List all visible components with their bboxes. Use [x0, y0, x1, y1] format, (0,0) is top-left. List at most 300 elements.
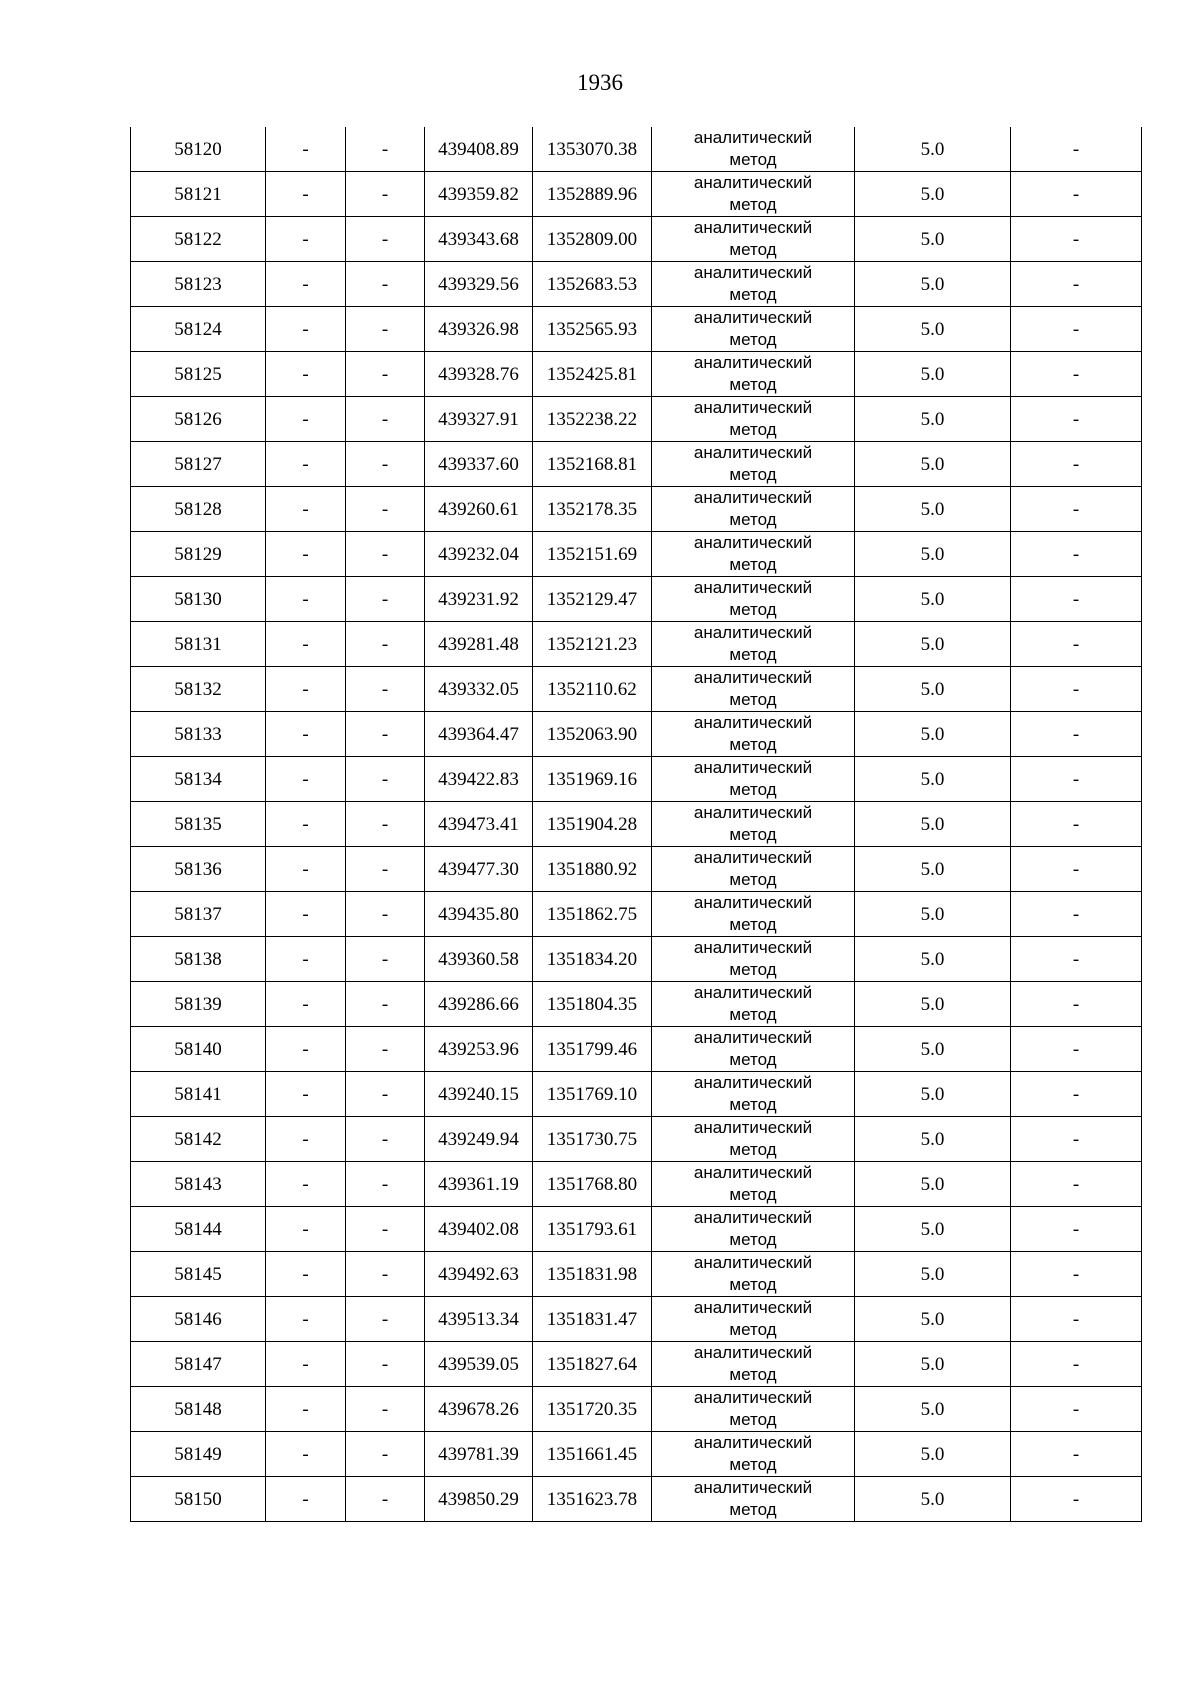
table-row [131, 532, 1142, 577]
point-number-cell: 58144 [131, 1207, 266, 1252]
column-3-cell: - [346, 1207, 425, 1252]
column-2-cell: - [266, 1387, 346, 1432]
method-line-1: аналитический [693, 848, 813, 867]
column-3-cell: - [346, 1477, 425, 1522]
column-8-cell: - [1011, 622, 1142, 667]
column-8-cell: - [1011, 1117, 1142, 1162]
table-row [131, 1297, 1142, 1342]
method-cell [652, 1072, 855, 1117]
x-coordinate-cell: 439337.60 [425, 442, 533, 487]
column-8-cell: - [1011, 667, 1142, 712]
column-2-cell: - [266, 1162, 346, 1207]
method-cell [652, 892, 855, 937]
table-row [131, 577, 1142, 622]
y-coordinate-cell: 1351880.92 [533, 847, 652, 892]
accuracy-cell: 5.0 [855, 217, 1011, 262]
method-line-1: аналитический [693, 893, 813, 912]
y-coordinate-cell: 1352168.81 [533, 442, 652, 487]
method-line-2: метод [729, 150, 777, 169]
x-coordinate-cell: 439850.29 [425, 1477, 533, 1522]
y-coordinate-cell: 1352683.53 [533, 262, 652, 307]
table-row [131, 1432, 1142, 1477]
column-3-cell: - [346, 802, 425, 847]
method-line-2: метод [729, 735, 777, 754]
method-line-2: метод [729, 1230, 777, 1249]
point-number-cell: 58140 [131, 1027, 266, 1072]
x-coordinate-cell: 439360.58 [425, 937, 533, 982]
x-coordinate-cell: 439473.41 [425, 802, 533, 847]
y-coordinate-cell: 1351904.28 [533, 802, 652, 847]
column-8-cell: - [1011, 307, 1142, 352]
point-number-cell: 58131 [131, 622, 266, 667]
method-cell [652, 802, 855, 847]
column-3-cell: - [346, 1432, 425, 1477]
column-2-cell: - [266, 172, 346, 217]
column-2-cell: - [266, 757, 346, 802]
table-row [131, 397, 1142, 442]
method-line-1: аналитический [693, 983, 813, 1002]
method-cell [652, 577, 855, 622]
column-8-cell: - [1011, 127, 1142, 172]
method-cell [652, 352, 855, 397]
table-row [131, 1162, 1142, 1207]
column-8-cell: - [1011, 262, 1142, 307]
column-8-cell: - [1011, 217, 1142, 262]
page-number: 1936 [577, 70, 623, 95]
column-2-cell: - [266, 1072, 346, 1117]
method-line-1: аналитический [693, 488, 813, 507]
column-8-cell: - [1011, 1387, 1142, 1432]
column-3-cell: - [346, 1297, 425, 1342]
x-coordinate-cell: 439408.89 [425, 127, 533, 172]
accuracy-cell: 5.0 [855, 892, 1011, 937]
column-2-cell: - [266, 712, 346, 757]
point-number-cell: 58138 [131, 937, 266, 982]
column-8-cell: - [1011, 487, 1142, 532]
column-8-cell: - [1011, 712, 1142, 757]
column-2-cell: - [266, 1297, 346, 1342]
accuracy-cell: 5.0 [855, 262, 1011, 307]
point-number-cell: 58148 [131, 1387, 266, 1432]
x-coordinate-cell: 439332.05 [425, 667, 533, 712]
column-8-cell: - [1011, 847, 1142, 892]
column-8-cell: - [1011, 1027, 1142, 1072]
method-line-1: аналитический [693, 623, 813, 642]
method-cell [652, 1432, 855, 1477]
method-line-1: аналитический [693, 443, 813, 462]
method-cell [652, 937, 855, 982]
method-line-2: метод [729, 1320, 777, 1339]
column-8-cell: - [1011, 1342, 1142, 1387]
method-line-1: аналитический [693, 263, 813, 282]
point-number-cell: 58124 [131, 307, 266, 352]
column-8-cell: - [1011, 982, 1142, 1027]
column-3-cell: - [346, 712, 425, 757]
table-row [131, 802, 1142, 847]
accuracy-cell: 5.0 [855, 1252, 1011, 1297]
column-8-cell: - [1011, 937, 1142, 982]
y-coordinate-cell: 1352121.23 [533, 622, 652, 667]
column-3-cell: - [346, 1027, 425, 1072]
method-line-2: метод [729, 1410, 777, 1429]
column-3-cell: - [346, 622, 425, 667]
column-3-cell: - [346, 352, 425, 397]
column-2-cell: - [266, 487, 346, 532]
x-coordinate-cell: 439364.47 [425, 712, 533, 757]
method-cell [652, 622, 855, 667]
accuracy-cell: 5.0 [855, 172, 1011, 217]
x-coordinate-cell: 439329.56 [425, 262, 533, 307]
method-line-2: метод [729, 915, 777, 934]
x-coordinate-cell: 439253.96 [425, 1027, 533, 1072]
method-line-1: аналитический [693, 1073, 813, 1092]
x-coordinate-cell: 439422.83 [425, 757, 533, 802]
x-coordinate-cell: 439232.04 [425, 532, 533, 577]
column-2-cell: - [266, 442, 346, 487]
point-number-cell: 58121 [131, 172, 266, 217]
method-cell [652, 442, 855, 487]
x-coordinate-cell: 439343.68 [425, 217, 533, 262]
x-coordinate-cell: 439402.08 [425, 1207, 533, 1252]
column-2-cell: - [266, 217, 346, 262]
method-cell [652, 847, 855, 892]
column-2-cell: - [266, 1117, 346, 1162]
table-row [131, 1387, 1142, 1432]
y-coordinate-cell: 1351793.61 [533, 1207, 652, 1252]
point-number-cell: 58137 [131, 892, 266, 937]
x-coordinate-cell: 439435.80 [425, 892, 533, 937]
method-line-1: аналитический [693, 398, 813, 417]
column-8-cell: - [1011, 1072, 1142, 1117]
method-cell [652, 1117, 855, 1162]
column-2-cell: - [266, 127, 346, 172]
accuracy-cell: 5.0 [855, 937, 1011, 982]
point-number-cell: 58123 [131, 262, 266, 307]
method-cell [652, 1297, 855, 1342]
column-2-cell: - [266, 397, 346, 442]
method-line-1: аналитический [693, 578, 813, 597]
column-8-cell: - [1011, 892, 1142, 937]
method-line-1: аналитический [693, 173, 813, 192]
y-coordinate-cell: 1352129.47 [533, 577, 652, 622]
accuracy-cell: 5.0 [855, 307, 1011, 352]
table-row [131, 1072, 1142, 1117]
table-row [131, 622, 1142, 667]
point-number-cell: 58147 [131, 1342, 266, 1387]
accuracy-cell: 5.0 [855, 487, 1011, 532]
method-line-1: аналитический [693, 758, 813, 777]
table-row [131, 667, 1142, 712]
method-cell [652, 1207, 855, 1252]
column-3-cell: - [346, 847, 425, 892]
column-8-cell: - [1011, 1477, 1142, 1522]
y-coordinate-cell: 1351834.20 [533, 937, 652, 982]
table-row [131, 127, 1142, 172]
method-line-2: метод [729, 645, 777, 664]
method-cell [652, 1342, 855, 1387]
y-coordinate-cell: 1351862.75 [533, 892, 652, 937]
x-coordinate-cell: 439539.05 [425, 1342, 533, 1387]
column-3-cell: - [346, 262, 425, 307]
column-2-cell: - [266, 892, 346, 937]
method-line-2: метод [729, 825, 777, 844]
table-row [131, 352, 1142, 397]
method-line-1: аналитический [693, 1253, 813, 1272]
table-row [131, 487, 1142, 532]
point-number-cell: 58149 [131, 1432, 266, 1477]
y-coordinate-cell: 1351720.35 [533, 1387, 652, 1432]
accuracy-cell: 5.0 [855, 757, 1011, 802]
column-2-cell: - [266, 577, 346, 622]
x-coordinate-cell: 439361.19 [425, 1162, 533, 1207]
method-line-2: метод [729, 1140, 777, 1159]
column-8-cell: - [1011, 397, 1142, 442]
column-8-cell: - [1011, 1432, 1142, 1477]
accuracy-cell: 5.0 [855, 712, 1011, 757]
method-line-1: аналитический [693, 128, 813, 147]
y-coordinate-cell: 1351623.78 [533, 1477, 652, 1522]
column-3-cell: - [346, 397, 425, 442]
accuracy-cell: 5.0 [855, 1342, 1011, 1387]
point-number-cell: 58141 [131, 1072, 266, 1117]
point-number-cell: 58142 [131, 1117, 266, 1162]
method-cell [652, 307, 855, 352]
column-8-cell: - [1011, 1297, 1142, 1342]
method-line-1: аналитический [693, 713, 813, 732]
x-coordinate-cell: 439286.66 [425, 982, 533, 1027]
method-cell [652, 397, 855, 442]
x-coordinate-cell: 439513.34 [425, 1297, 533, 1342]
method-cell [652, 487, 855, 532]
column-3-cell: - [346, 307, 425, 352]
table-row [131, 937, 1142, 982]
y-coordinate-cell: 1351831.47 [533, 1297, 652, 1342]
accuracy-cell: 5.0 [855, 352, 1011, 397]
method-line-1: аналитический [693, 1163, 813, 1182]
table-row [131, 847, 1142, 892]
method-cell [652, 1162, 855, 1207]
method-cell [652, 982, 855, 1027]
table-row [131, 892, 1142, 937]
accuracy-cell: 5.0 [855, 1387, 1011, 1432]
column-3-cell: - [346, 127, 425, 172]
point-number-cell: 58150 [131, 1477, 266, 1522]
x-coordinate-cell: 439492.63 [425, 1252, 533, 1297]
point-number-cell: 58136 [131, 847, 266, 892]
accuracy-cell: 5.0 [855, 1477, 1011, 1522]
column-2-cell: - [266, 667, 346, 712]
table-row [131, 712, 1142, 757]
column-2-cell: - [266, 1342, 346, 1387]
method-line-1: аналитический [693, 308, 813, 327]
column-2-cell: - [266, 532, 346, 577]
accuracy-cell: 5.0 [855, 1117, 1011, 1162]
table-row [131, 1252, 1142, 1297]
method-line-2: метод [729, 1275, 777, 1294]
y-coordinate-cell: 1351768.80 [533, 1162, 652, 1207]
x-coordinate-cell: 439477.30 [425, 847, 533, 892]
column-2-cell: - [266, 1477, 346, 1522]
method-line-2: метод [729, 555, 777, 574]
y-coordinate-cell: 1351831.98 [533, 1252, 652, 1297]
point-number-cell: 58128 [131, 487, 266, 532]
method-line-2: метод [729, 1005, 777, 1024]
method-line-2: метод [729, 960, 777, 979]
method-line-1: аналитический [693, 1433, 813, 1452]
point-number-cell: 58127 [131, 442, 266, 487]
column-2-cell: - [266, 262, 346, 307]
column-3-cell: - [346, 532, 425, 577]
method-cell [652, 217, 855, 262]
method-cell [652, 1252, 855, 1297]
table-row [131, 442, 1142, 487]
accuracy-cell: 5.0 [855, 982, 1011, 1027]
x-coordinate-cell: 439240.15 [425, 1072, 533, 1117]
point-number-cell: 58145 [131, 1252, 266, 1297]
table-row [131, 1117, 1142, 1162]
column-2-cell: - [266, 937, 346, 982]
method-line-1: аналитический [693, 1208, 813, 1227]
method-line-2: метод [729, 1095, 777, 1114]
method-cell [652, 532, 855, 577]
method-line-2: метод [729, 285, 777, 304]
method-cell [652, 127, 855, 172]
table-row [131, 307, 1142, 352]
point-number-cell: 58135 [131, 802, 266, 847]
method-line-1: аналитический [693, 218, 813, 237]
method-line-2: метод [729, 1500, 777, 1519]
column-8-cell: - [1011, 442, 1142, 487]
column-8-cell: - [1011, 1162, 1142, 1207]
column-8-cell: - [1011, 577, 1142, 622]
x-coordinate-cell: 439281.48 [425, 622, 533, 667]
column-8-cell: - [1011, 172, 1142, 217]
table-row [131, 757, 1142, 802]
column-2-cell: - [266, 1432, 346, 1477]
column-3-cell: - [346, 757, 425, 802]
column-3-cell: - [346, 442, 425, 487]
column-8-cell: - [1011, 802, 1142, 847]
table-body [131, 127, 1142, 1522]
y-coordinate-cell: 1351769.10 [533, 1072, 652, 1117]
point-number-cell: 58133 [131, 712, 266, 757]
column-3-cell: - [346, 667, 425, 712]
method-line-2: метод [729, 510, 777, 529]
table-row [131, 1207, 1142, 1252]
method-cell [652, 172, 855, 217]
x-coordinate-cell: 439327.91 [425, 397, 533, 442]
method-line-2: метод [729, 1050, 777, 1069]
method-line-1: аналитический [693, 938, 813, 957]
column-3-cell: - [346, 487, 425, 532]
method-line-2: метод [729, 195, 777, 214]
accuracy-cell: 5.0 [855, 802, 1011, 847]
method-line-1: аналитический [693, 1118, 813, 1137]
method-line-1: аналитический [693, 668, 813, 687]
method-line-2: метод [729, 1455, 777, 1474]
method-line-1: аналитический [693, 1388, 813, 1407]
method-cell [652, 757, 855, 802]
point-number-cell: 58125 [131, 352, 266, 397]
method-line-1: аналитический [693, 533, 813, 552]
point-number-cell: 58132 [131, 667, 266, 712]
point-number-cell: 58143 [131, 1162, 266, 1207]
column-2-cell: - [266, 847, 346, 892]
x-coordinate-cell: 439678.26 [425, 1387, 533, 1432]
accuracy-cell: 5.0 [855, 442, 1011, 487]
column-3-cell: - [346, 982, 425, 1027]
y-coordinate-cell: 1352151.69 [533, 532, 652, 577]
method-line-2: метод [729, 420, 777, 439]
column-3-cell: - [346, 577, 425, 622]
point-number-cell: 58130 [131, 577, 266, 622]
y-coordinate-cell: 1352425.81 [533, 352, 652, 397]
column-3-cell: - [346, 1342, 425, 1387]
column-3-cell: - [346, 172, 425, 217]
y-coordinate-cell: 1352809.00 [533, 217, 652, 262]
method-line-2: метод [729, 330, 777, 349]
column-3-cell: - [346, 1072, 425, 1117]
column-8-cell: - [1011, 1207, 1142, 1252]
column-3-cell: - [346, 1162, 425, 1207]
accuracy-cell: 5.0 [855, 397, 1011, 442]
method-line-1: аналитический [693, 1478, 813, 1497]
y-coordinate-cell: 1351661.45 [533, 1432, 652, 1477]
method-line-2: метод [729, 600, 777, 619]
y-coordinate-cell: 1352565.93 [533, 307, 652, 352]
method-line-2: метод [729, 1185, 777, 1204]
x-coordinate-cell: 439328.76 [425, 352, 533, 397]
point-number-cell: 58134 [131, 757, 266, 802]
accuracy-cell: 5.0 [855, 667, 1011, 712]
column-3-cell: - [346, 937, 425, 982]
column-2-cell: - [266, 307, 346, 352]
method-cell [652, 1027, 855, 1072]
column-3-cell: - [346, 1117, 425, 1162]
method-line-2: метод [729, 690, 777, 709]
table-row [131, 217, 1142, 262]
column-8-cell: - [1011, 532, 1142, 577]
accuracy-cell: 5.0 [855, 1432, 1011, 1477]
x-coordinate-cell: 439781.39 [425, 1432, 533, 1477]
column-2-cell: - [266, 802, 346, 847]
method-cell [652, 667, 855, 712]
accuracy-cell: 5.0 [855, 847, 1011, 892]
method-cell [652, 1477, 855, 1522]
point-number-cell: 58129 [131, 532, 266, 577]
method-cell [652, 712, 855, 757]
column-2-cell: - [266, 1207, 346, 1252]
method-line-1: аналитический [693, 1028, 813, 1047]
method-line-1: аналитический [693, 1343, 813, 1362]
method-line-2: метод [729, 240, 777, 259]
accuracy-cell: 5.0 [855, 1027, 1011, 1072]
method-line-2: метод [729, 1365, 777, 1384]
accuracy-cell: 5.0 [855, 1162, 1011, 1207]
accuracy-cell: 5.0 [855, 127, 1011, 172]
method-line-2: метод [729, 375, 777, 394]
point-number-cell: 58122 [131, 217, 266, 262]
accuracy-cell: 5.0 [855, 622, 1011, 667]
x-coordinate-cell: 439231.92 [425, 577, 533, 622]
y-coordinate-cell: 1352063.90 [533, 712, 652, 757]
column-8-cell: - [1011, 757, 1142, 802]
method-line-2: метод [729, 465, 777, 484]
x-coordinate-cell: 439260.61 [425, 487, 533, 532]
method-line-2: метод [729, 780, 777, 799]
column-2-cell: - [266, 352, 346, 397]
table-row [131, 1477, 1142, 1522]
